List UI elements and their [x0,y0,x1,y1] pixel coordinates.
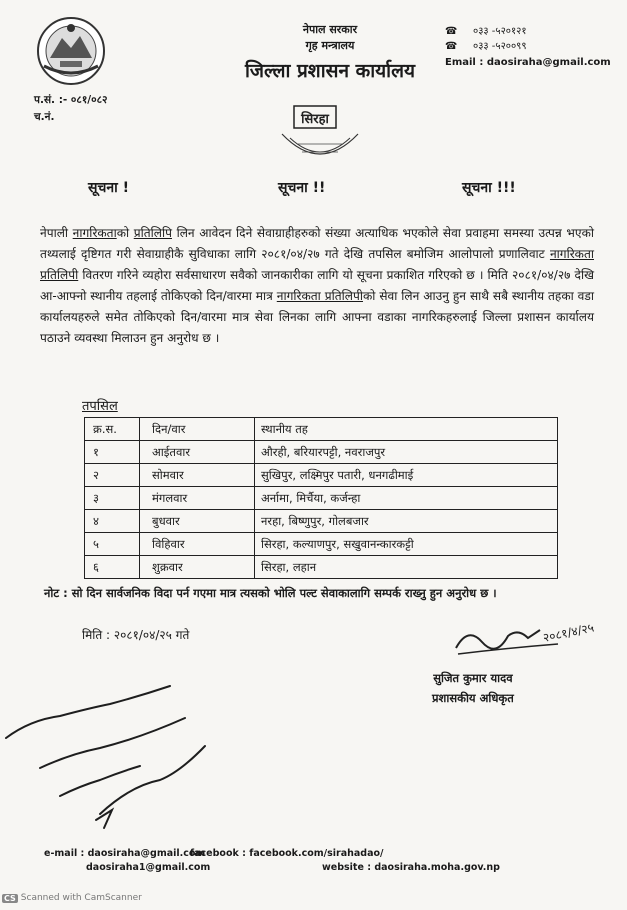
contact-block [445,24,611,70]
schedule-table [84,417,558,579]
cell-local-level: नरहा, बिष्णुपुर, गोलबजार [255,510,558,533]
reference-block [34,92,108,126]
ref-cn: च.नं. [34,111,55,123]
table-header-row [85,418,558,441]
body-underlined: नागरिकता प्रतिलिपी [40,247,594,282]
signer-block [432,668,514,708]
signer-title: प्रशासकीय अधिकृत [432,691,514,705]
table-row [85,464,558,487]
camscanner-logo-icon: CS [4,893,16,903]
scanner-text: Scanned with CamScanner [20,893,142,903]
table-row [85,510,558,533]
col-serial: क्र.स. [85,418,140,441]
cell-serial: १ [85,441,140,464]
govt-line: नेपाल सरकार [302,23,358,36]
footer-email[interactable]: e-mail : daosiraha@gmail.com [44,848,206,859]
fax-icon: ☎ [445,41,458,52]
cell-local-level: सिरहा, कल्याणपुर, सखुवानन्कारकट्टी [255,533,558,556]
office-stamp-icon [272,104,368,182]
cell-local-level: सिरहा, लहान [255,556,558,579]
office-header [200,22,460,86]
body-part: लिन आवेदन दिने सेवाग्राहीहरुको संख्या अत्याधिक भएकोले सेवा प्रवाहमा समस्या उत्पन्न भएको तथ्यलाई दृष्टिगत गरी सेवाग्राहीकै सुविधाका लागि २०८१/०४/२७ गते देखि तपसिल बमोजिम आलोपालो प्रणालिवाट [40,226,595,261]
issue-date: मिति : २०८१/०४/२५ गते [82,628,190,642]
note-text: नोट : सो दिन सार्वजनिक विदा पर्न गएमा मात्र त्यसको भोलि पल्ट सेवाकालागि सम्पर्क राख्नु हुन अनुरोध छ । [44,586,497,600]
cell-local-level: सुखिपुर, लक्ष्मिपुर पतारी, धनगढीमाई [255,464,558,487]
body-part: नेपाली [40,226,73,240]
signer-name: सुजित कुमार यादव [433,671,513,685]
cell-day: बुधवार [140,510,255,533]
notice-heading-3: सूचना !!! [462,180,516,196]
phone-number: ०३३ -५२०१२१ [473,26,527,37]
cell-serial: ५ [85,533,140,556]
col-local-level: स्थानीय तह [255,418,558,441]
body-underlined: नागरिकता प्रतिलिपी [276,289,363,303]
cell-day: शुक्रवार [140,556,255,579]
cell-serial: २ [85,464,140,487]
notice-heading-2: सूचना !! [278,180,326,196]
cell-serial: ४ [85,510,140,533]
cell-local-level: औरही, बरियारपट्टी, नवराजपुर [255,441,558,464]
email-line[interactable]: Email : daosiraha@gmail.com [445,57,611,68]
cell-day: आईतवार [140,441,255,464]
cell-day: विहिवार [140,533,255,556]
table-row [85,441,558,464]
fax-number: ०३३ -५२००९९ [473,41,527,52]
stamp-text: सिरहा [301,112,329,127]
table-row [85,487,558,510]
fax-row [445,39,611,54]
signature-date: २०८१/४/२५ [541,620,596,645]
cell-day: मंगलवार [140,487,255,510]
notice-body [40,223,594,349]
body-underlined: प्रतिलिपि [133,226,172,240]
footer-website[interactable]: website : daosiraha.moha.gov.np [322,862,500,873]
signature-icon [448,608,598,668]
ministry-line: गृह मन्त्रालय [305,39,355,52]
cell-day: सोमवार [140,464,255,487]
notice-heading-1: सूचना ! [88,180,130,196]
footer-email-2[interactable]: daosiraha1@gmail.com [86,862,211,873]
cell-serial: ६ [85,556,140,579]
office-title: जिल्ला प्रशासन कार्यालय [244,60,416,82]
table-row [85,556,558,579]
body-part: को सेवा लिन आउनु हुन साथै सबै स्थानीय तहका वडा कार्यालयहरुले समेत तोकिएको दिन/वारमा मात्र सेवा लिनका लागि आफ्ना वडाका नागरिकहरुलाई जिल्ला प्रशासन कार्यालय पठाउने व्यवस्था मिलाउन हुन अनुरोध छ । [40,289,595,345]
schedule-heading: तपसिल [82,399,118,414]
handwritten-note-icon [0,668,230,838]
nepal-emblem-icon [30,14,112,88]
phone-icon: ☎ [445,26,458,37]
cell-local-level: अर्नामा, मिर्चैया, कर्जन्हा [255,487,558,510]
table-row [85,533,558,556]
scanner-watermark [2,893,142,903]
body-part: वितरण गरिने व्यहोरा सर्वसाधारण सवैको जानकारीका लागि यो सूचना प्रकाशित गरिएको छ । मिति २०८१/०४/२७ देखि आ-आफ्नो स्थानीय तहलाई तोकिएको दिन/वारमा मात्र [40,268,594,303]
cell-serial: ३ [85,487,140,510]
phone-row [445,24,611,39]
footer-facebook[interactable]: facebook : facebook.com/sirahadao/ [190,848,384,859]
body-underlined: नागरिकता [72,226,117,240]
ref-ps: प.सं. :- ०८१/०८२ [34,94,108,106]
col-day: दिन/वार [140,418,255,441]
body-part: को [116,226,134,240]
